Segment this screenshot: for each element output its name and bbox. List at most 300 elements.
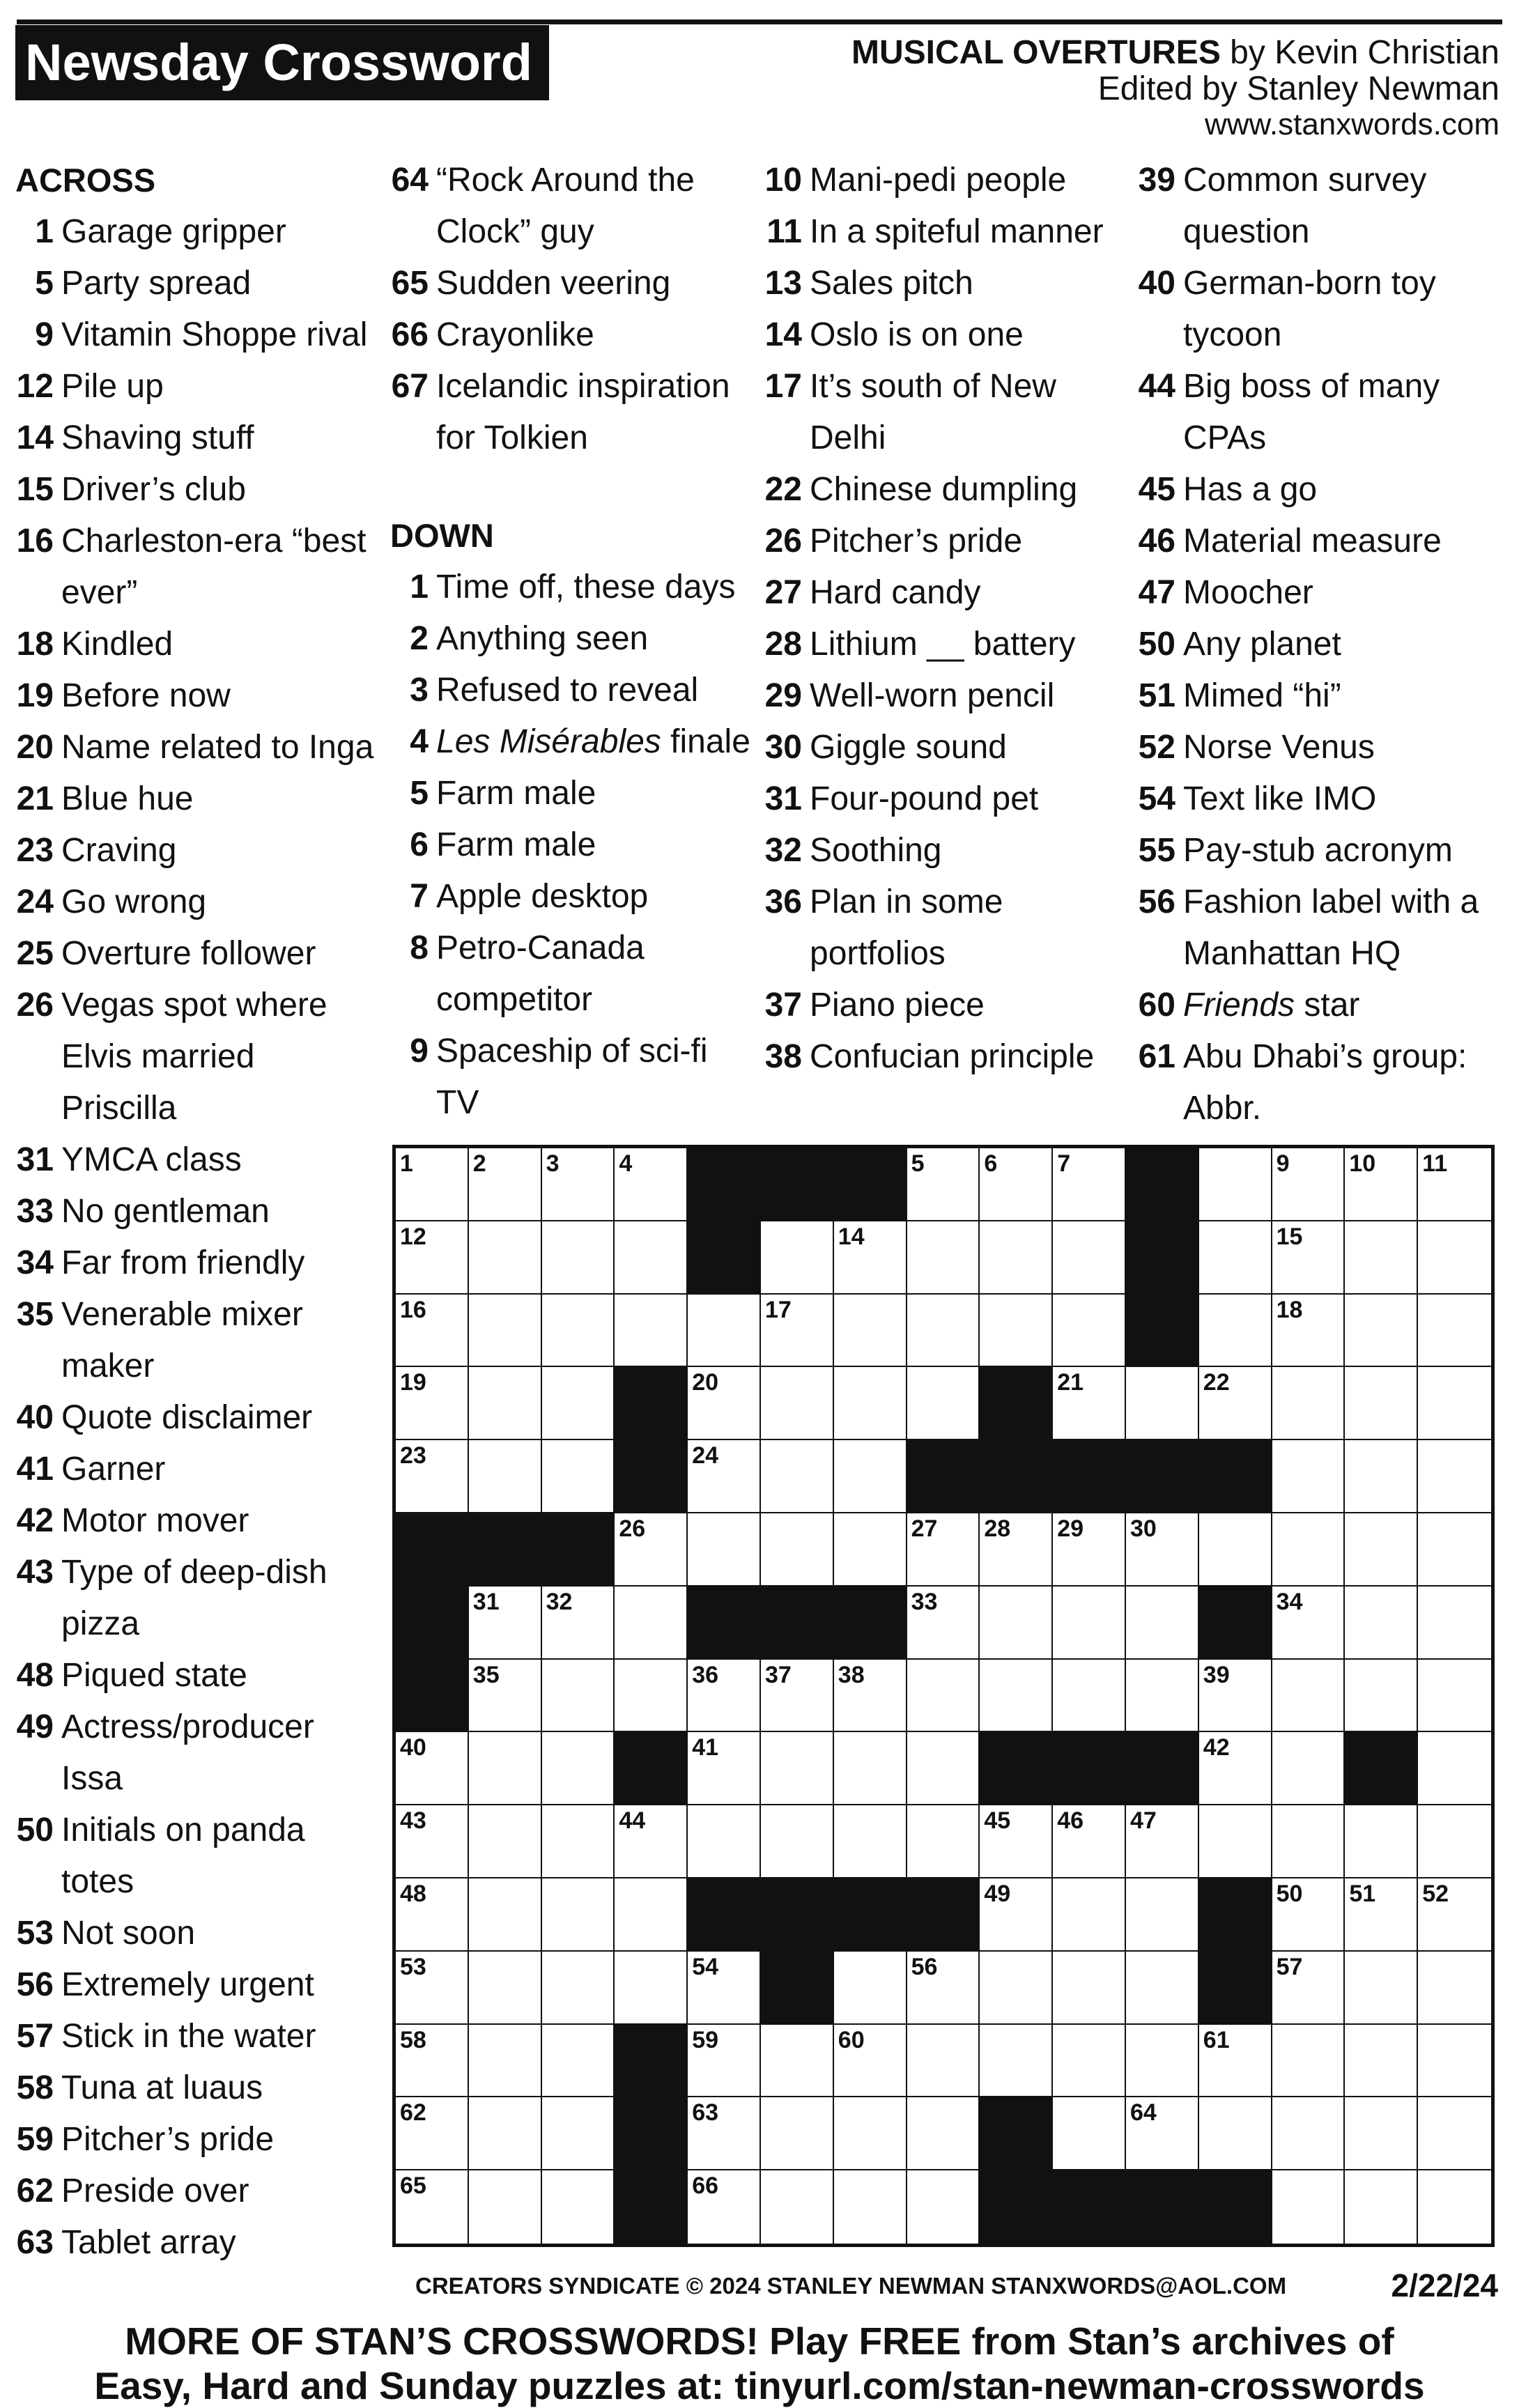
down-clue-6[interactable] [390, 819, 753, 871]
grid-cell[interactable] [1272, 1660, 1345, 1733]
clue-text-rest: finale [661, 723, 750, 760]
grid-cell[interactable] [761, 2025, 834, 2098]
clue-number: 44 [1138, 368, 1175, 405]
credit-line: CREATORS SYNDICATE © 2024 STANLEY NEWMAN STANXWORDS@AOL.COM [415, 2273, 1287, 2299]
across-clue-19[interactable] [15, 670, 378, 722]
across-clue-56[interactable] [15, 1959, 378, 2011]
grid-cell[interactable] [980, 1221, 1053, 1295]
grid-cell[interactable] [1199, 1513, 1272, 1587]
grid-cell[interactable] [1272, 1513, 1345, 1587]
grid-cell[interactable] [907, 1660, 980, 1733]
grid-cell[interactable] [542, 1878, 615, 1952]
grid-cell[interactable] [980, 1513, 1053, 1587]
grid-cell[interactable] [396, 2097, 469, 2170]
cell-number: 20 [692, 1369, 719, 1396]
grid-cell[interactable] [1272, 1732, 1345, 1805]
across-clue-25[interactable] [15, 928, 378, 980]
grid-cell[interactable] [1272, 1805, 1345, 1878]
across-clue-62[interactable] [15, 2166, 378, 2217]
grid-cell[interactable] [761, 2170, 834, 2244]
down-clue-14[interactable] [764, 309, 1126, 361]
grid-cell[interactable] [1053, 1148, 1126, 1221]
grid-cell[interactable] [761, 1295, 834, 1368]
grid-cell[interactable] [1418, 1952, 1491, 2025]
grid-cell[interactable] [469, 1732, 542, 1805]
grid-cell[interactable] [469, 1440, 542, 1513]
clue-text: Garage gripper [61, 213, 286, 250]
clue-number: 64 [391, 162, 429, 199]
clue-text: Motor mover [61, 1502, 249, 1539]
grid-cell[interactable] [834, 2097, 907, 2170]
grid-cell[interactable] [469, 1367, 542, 1440]
grid-cell[interactable] [761, 1732, 834, 1805]
grid-cell[interactable] [542, 1221, 615, 1295]
grid-cell[interactable] [1126, 1805, 1199, 1878]
cell-number: 11 [1422, 1150, 1448, 1177]
grid-cell[interactable] [1053, 2025, 1126, 2098]
grid-cell[interactable] [1053, 2097, 1126, 2170]
grid-cell[interactable] [907, 2097, 980, 2170]
grid-cell[interactable] [980, 1660, 1053, 1733]
clue-text: Four-pound pet [810, 780, 1039, 817]
grid-cell[interactable] [907, 1952, 980, 2025]
grid-cell[interactable] [542, 1440, 615, 1513]
cell-number: 14 [838, 1223, 865, 1250]
across-clue-49[interactable] [15, 1701, 378, 1805]
grid-cell[interactable] [980, 1148, 1053, 1221]
grid-cell[interactable] [834, 1660, 907, 1733]
grid-cell[interactable] [1345, 1367, 1418, 1440]
grid-cell[interactable] [396, 1805, 469, 1878]
grid-cell[interactable] [396, 1221, 469, 1295]
clue-number: 2 [410, 620, 429, 657]
grid-cell[interactable] [469, 1952, 542, 2025]
grid-cell[interactable] [907, 2025, 980, 2098]
grid-cell[interactable] [1345, 2025, 1418, 2098]
across-clue-21[interactable] [15, 773, 378, 825]
grid-cell[interactable] [1418, 1513, 1491, 1587]
down-clue-36[interactable] [764, 877, 1126, 980]
grid-cell[interactable] [834, 1367, 907, 1440]
grid-cell[interactable] [1199, 1148, 1272, 1221]
grid-cell[interactable] [1345, 1805, 1418, 1878]
down-clue-52[interactable] [1137, 722, 1499, 773]
grid-cell[interactable] [1345, 1878, 1418, 1952]
clue-text: Common survey question [1183, 162, 1427, 250]
clue-number: 30 [764, 729, 802, 766]
grid-cell[interactable] [688, 2025, 761, 2098]
grid-cell[interactable] [615, 1221, 688, 1295]
cell-number: 38 [838, 1661, 865, 1688]
grid-cell[interactable] [542, 2025, 615, 2098]
down-clue-1[interactable] [390, 562, 753, 613]
across-clue-63[interactable] [15, 2217, 378, 2269]
clue-number: 45 [1138, 471, 1175, 508]
grid-cell[interactable] [1418, 1660, 1491, 1733]
grid-cell[interactable] [542, 1367, 615, 1440]
grid-cell[interactable] [761, 1513, 834, 1587]
grid-cell[interactable] [1345, 1587, 1418, 1660]
down-clue-32[interactable] [764, 825, 1126, 877]
grid-cell[interactable] [688, 1660, 761, 1733]
block-cell [688, 1148, 761, 1221]
grid-cell[interactable] [980, 1952, 1053, 2025]
across-clue-5[interactable] [15, 258, 378, 309]
grid-cell[interactable] [834, 1513, 907, 1587]
grid-cell[interactable] [1345, 2170, 1418, 2244]
across-clue-65[interactable] [390, 258, 753, 309]
across-clue-35[interactable] [15, 1289, 378, 1392]
grid-cell[interactable] [1345, 1440, 1418, 1513]
cell-number: 48 [400, 1881, 426, 1907]
across-clue-20[interactable] [15, 722, 378, 773]
grid-cell[interactable] [907, 1148, 980, 1221]
grid-cell[interactable] [1418, 1367, 1491, 1440]
grid-cell[interactable] [542, 1660, 615, 1733]
down-clue-26[interactable] [764, 516, 1126, 567]
down-clue-38[interactable] [764, 1031, 1126, 1083]
grid-cell[interactable] [1345, 2097, 1418, 2170]
grid-cell[interactable] [907, 2170, 980, 2244]
grid-cell[interactable] [1272, 1148, 1345, 1221]
grid-cell[interactable] [1053, 1295, 1126, 1368]
across-clue-26[interactable] [15, 980, 378, 1134]
grid-cell[interactable] [1199, 2025, 1272, 2098]
grid-cell[interactable] [834, 2170, 907, 2244]
grid-cell[interactable] [907, 1513, 980, 1587]
across-clue-58[interactable] [15, 2062, 378, 2114]
grid-cell[interactable] [761, 2097, 834, 2170]
across-clue-33[interactable] [15, 1186, 378, 1237]
grid-cell[interactable] [1053, 1513, 1126, 1587]
grid-cell[interactable] [688, 1295, 761, 1368]
across-clue-42[interactable] [15, 1495, 378, 1547]
down-clue-17[interactable] [764, 361, 1126, 464]
down-clue-47[interactable] [1137, 567, 1499, 619]
grid-cell[interactable] [396, 1295, 469, 1368]
grid-cell[interactable] [688, 1440, 761, 1513]
clue-text: Oslo is on one [810, 316, 1024, 353]
grid-cell[interactable] [396, 1367, 469, 1440]
grid-cell[interactable] [396, 1878, 469, 1952]
grid-cell[interactable] [688, 2097, 761, 2170]
grid-cell[interactable] [1053, 1587, 1126, 1660]
grid-cell[interactable] [1418, 1295, 1491, 1368]
cell-number: 53 [400, 1953, 426, 1980]
grid-cell[interactable] [615, 1878, 688, 1952]
grid-cell[interactable] [1272, 2025, 1345, 2098]
down-clue-60[interactable] [1137, 980, 1499, 1031]
grid-cell[interactable] [1418, 1587, 1491, 1660]
grid-cell[interactable] [469, 1805, 542, 1878]
across-clue-66[interactable] [390, 309, 753, 361]
grid-cell[interactable] [980, 1805, 1053, 1878]
grid-cell[interactable] [761, 1660, 834, 1733]
grid-cell[interactable] [907, 1295, 980, 1368]
grid-cell[interactable] [834, 1805, 907, 1878]
down-clue-10[interactable] [764, 155, 1126, 206]
grid-cell[interactable] [469, 1660, 542, 1733]
grid-cell[interactable] [1272, 1295, 1345, 1368]
down-clue-28[interactable] [764, 619, 1126, 670]
grid-cell[interactable] [1199, 1805, 1272, 1878]
across-clue-18[interactable] [15, 619, 378, 670]
grid-cell[interactable] [1126, 1367, 1199, 1440]
grid-cell[interactable] [1418, 2097, 1491, 2170]
down-clue-29[interactable] [764, 670, 1126, 722]
grid-cell[interactable] [907, 1221, 980, 1295]
grid-cell[interactable] [1345, 1295, 1418, 1368]
grid-cell[interactable] [396, 2025, 469, 2098]
clue-text: Farm male [436, 775, 596, 812]
grid-cell[interactable] [1199, 1295, 1272, 1368]
grid-cell[interactable] [1272, 1440, 1345, 1513]
cell-number: 66 [692, 2172, 719, 2200]
grid-cell[interactable] [542, 1295, 615, 1368]
across-clue-41[interactable] [15, 1444, 378, 1495]
grid-cell[interactable] [1272, 1878, 1345, 1952]
down-clue-56[interactable] [1137, 877, 1499, 980]
down-clue-39[interactable] [1137, 155, 1499, 258]
grid-cell[interactable] [615, 1513, 688, 1587]
clue-number: 56 [1138, 883, 1175, 920]
grid-cell[interactable] [907, 1732, 980, 1805]
down-clue-4[interactable] [390, 716, 753, 768]
grid-cell[interactable] [542, 1732, 615, 1805]
grid-cell[interactable] [469, 1295, 542, 1368]
grid-cell[interactable] [834, 1295, 907, 1368]
grid-cell[interactable] [1199, 1660, 1272, 1733]
down-clue-37[interactable] [764, 980, 1126, 1031]
grid-cell[interactable] [761, 1440, 834, 1513]
grid-cell[interactable] [980, 2025, 1053, 2098]
clue-text: Extremely urgent [61, 1966, 314, 2003]
grid-cell[interactable] [907, 1367, 980, 1440]
grid-cell[interactable] [1418, 1878, 1491, 1952]
clue-number: 26 [764, 523, 802, 559]
across-clue-67[interactable] [390, 361, 753, 464]
clue-number: 31 [764, 780, 802, 817]
grid-cell[interactable] [542, 1148, 615, 1221]
grid-cell[interactable] [834, 1440, 907, 1513]
across-clue-40[interactable] [15, 1392, 378, 1444]
grid-cell[interactable] [1418, 2170, 1491, 2244]
grid-cell[interactable] [1126, 1660, 1199, 1733]
grid-cell[interactable] [1199, 1221, 1272, 1295]
grid-cell[interactable] [469, 2097, 542, 2170]
clue-text: Name related to Inga [61, 729, 374, 766]
across-clue-53[interactable] [15, 1908, 378, 1959]
grid-cell[interactable] [1272, 1367, 1345, 1440]
down-clue-45[interactable] [1137, 464, 1499, 516]
down-clue-9[interactable] [390, 1026, 753, 1129]
clue-text: Time off, these days [436, 569, 736, 605]
grid-cell[interactable] [1418, 1221, 1491, 1295]
across-clue-48[interactable] [15, 1650, 378, 1701]
across-clue-14[interactable] [15, 412, 378, 464]
grid-cell[interactable] [688, 1367, 761, 1440]
grid-cell[interactable] [834, 2025, 907, 2098]
grid-cell[interactable] [1272, 2170, 1345, 2244]
across-clue-57[interactable] [15, 2011, 378, 2062]
grid-cell[interactable] [1272, 1952, 1345, 2025]
grid-cell[interactable] [542, 1587, 615, 1660]
grid-cell[interactable] [615, 1148, 688, 1221]
grid-cell[interactable] [1053, 1660, 1126, 1733]
down-clue-22[interactable] [764, 464, 1126, 516]
down-clue-54[interactable] [1137, 773, 1499, 825]
cell-number: 59 [692, 2026, 719, 2053]
grid-cell[interactable] [542, 1805, 615, 1878]
grid-cell[interactable] [761, 1805, 834, 1878]
down-clue-2[interactable] [390, 613, 753, 665]
down-clue-51[interactable] [1137, 670, 1499, 722]
down-clue-50[interactable] [1137, 619, 1499, 670]
across-clue-50[interactable] [15, 1805, 378, 1908]
grid-cell[interactable] [1126, 1587, 1199, 1660]
across-clue-43[interactable] [15, 1547, 378, 1650]
grid-cell[interactable] [688, 1732, 761, 1805]
grid-cell[interactable] [688, 1513, 761, 1587]
across-clue-23[interactable] [15, 825, 378, 877]
across-clue-9[interactable] [15, 309, 378, 361]
grid-cell[interactable] [615, 1805, 688, 1878]
grid-cell[interactable] [1272, 1587, 1345, 1660]
down-clue-3[interactable] [390, 665, 753, 716]
down-clue-11[interactable] [764, 206, 1126, 258]
grid-cell[interactable] [1053, 1805, 1126, 1878]
grid-cell[interactable] [1126, 1513, 1199, 1587]
grid-cell[interactable] [1199, 2097, 1272, 2170]
grid-cell[interactable] [1418, 1148, 1491, 1221]
grid-cell[interactable] [834, 1732, 907, 1805]
grid-cell[interactable] [1345, 1660, 1418, 1733]
block-cell [980, 2097, 1053, 2170]
grid-cell[interactable] [1272, 1221, 1345, 1295]
cell-number: 15 [1276, 1223, 1303, 1250]
grid-cell[interactable] [907, 1587, 980, 1660]
grid-cell[interactable] [1345, 1952, 1418, 2025]
grid-cell[interactable] [396, 1732, 469, 1805]
grid-cell[interactable] [1345, 1513, 1418, 1587]
grid-cell[interactable] [1126, 1878, 1199, 1952]
grid-cell[interactable] [469, 2025, 542, 2098]
grid-cell[interactable] [1418, 2025, 1491, 2098]
down-clue-55[interactable] [1137, 825, 1499, 877]
grid-cell[interactable] [1126, 2025, 1199, 2098]
grid-cell[interactable] [980, 1878, 1053, 1952]
grid-cell[interactable] [834, 1221, 907, 1295]
across-clue-64[interactable] [390, 155, 753, 258]
grid-cell[interactable] [907, 1805, 980, 1878]
crossword-grid[interactable] [392, 1145, 1495, 2247]
down-clue-13[interactable] [764, 258, 1126, 309]
grid-cell[interactable] [761, 1221, 834, 1295]
grid-cell[interactable] [1418, 1732, 1491, 1805]
grid-cell[interactable] [615, 1660, 688, 1733]
clue-number: 24 [16, 883, 54, 920]
cell-number: 4 [619, 1150, 633, 1177]
grid-cell[interactable] [1418, 1805, 1491, 1878]
grid-cell[interactable] [1053, 1952, 1126, 2025]
grid-cell[interactable] [469, 1148, 542, 1221]
clue-number: 25 [16, 935, 54, 972]
grid-cell[interactable] [615, 1295, 688, 1368]
down-clue-44[interactable] [1137, 361, 1499, 464]
block-cell [834, 1587, 907, 1660]
across-clue-12[interactable] [15, 361, 378, 412]
grid-cell[interactable] [1345, 1221, 1418, 1295]
grid-cell[interactable] [615, 1587, 688, 1660]
across-clue-31[interactable] [15, 1134, 378, 1186]
block-cell [907, 1440, 980, 1513]
down-clue-61[interactable] [1137, 1031, 1499, 1134]
clue-number: 19 [16, 677, 54, 714]
down-clue-31[interactable] [764, 773, 1126, 825]
clue-number: 65 [391, 265, 429, 302]
grid-cell[interactable] [1053, 1221, 1126, 1295]
grid-cell[interactable] [1199, 1367, 1272, 1440]
grid-cell[interactable] [396, 1440, 469, 1513]
grid-cell[interactable] [1418, 1440, 1491, 1513]
grid-cell[interactable] [834, 1952, 907, 2025]
across-clue-15[interactable] [15, 464, 378, 516]
grid-cell[interactable] [542, 1952, 615, 2025]
grid-cell[interactable] [1126, 2097, 1199, 2170]
grid-cell[interactable] [396, 2170, 469, 2244]
block-cell [761, 1878, 834, 1952]
grid-cell[interactable] [542, 2170, 615, 2244]
down-clue-5[interactable] [390, 768, 753, 819]
cell-number: 32 [546, 1588, 573, 1615]
grid-cell[interactable] [980, 1295, 1053, 1368]
down-clue-30[interactable] [764, 722, 1126, 773]
across-clue-34[interactable] [15, 1237, 378, 1289]
grid-cell[interactable] [396, 1952, 469, 2025]
grid-cell[interactable] [1199, 1732, 1272, 1805]
grid-cell[interactable] [1272, 2097, 1345, 2170]
across-clue-16[interactable] [15, 516, 378, 619]
grid-cell[interactable] [980, 1587, 1053, 1660]
grid-cell[interactable] [396, 1148, 469, 1221]
grid-cell[interactable] [469, 1878, 542, 1952]
grid-cell[interactable] [1345, 1148, 1418, 1221]
grid-cell[interactable] [688, 2170, 761, 2244]
grid-cell[interactable] [542, 2097, 615, 2170]
across-clue-1[interactable] [15, 206, 378, 258]
grid-cell[interactable] [469, 2170, 542, 2244]
clue-number: 60 [1138, 987, 1175, 1024]
block-cell [1126, 1732, 1199, 1805]
down-clue-46[interactable] [1137, 516, 1499, 567]
grid-cell[interactable] [688, 1952, 761, 2025]
down-clue-7[interactable] [390, 871, 753, 923]
grid-cell[interactable] [1126, 1952, 1199, 2025]
cell-number: 24 [692, 1442, 719, 1469]
grid-cell[interactable] [615, 1952, 688, 2025]
grid-cell[interactable] [469, 1221, 542, 1295]
across-clue-59[interactable] [15, 2114, 378, 2166]
down-clue-8[interactable] [390, 923, 753, 1026]
grid-cell[interactable] [469, 1587, 542, 1660]
grid-cell[interactable] [688, 1805, 761, 1878]
down-clue-27[interactable] [764, 567, 1126, 619]
grid-cell[interactable] [1053, 1878, 1126, 1952]
grid-cell[interactable] [761, 1367, 834, 1440]
down-clue-40[interactable] [1137, 258, 1499, 361]
across-clue-24[interactable] [15, 877, 378, 928]
grid-cell[interactable] [1053, 1367, 1126, 1440]
